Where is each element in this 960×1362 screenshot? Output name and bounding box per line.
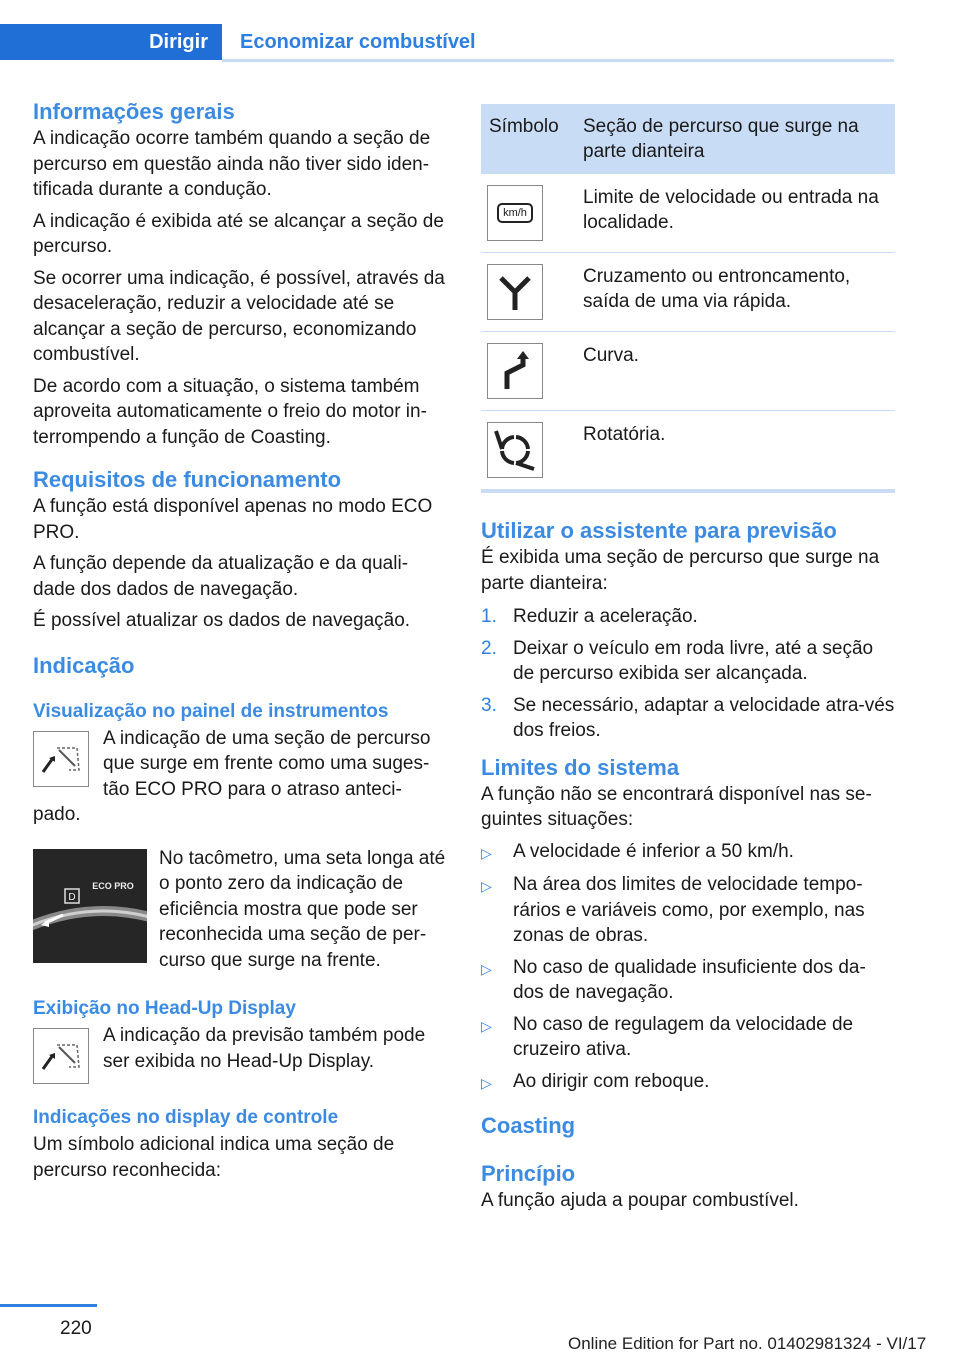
- edition-note: Online Edition for Part no. 01402981324 - VI/17: [568, 1334, 927, 1353]
- step-text: Se necessário, adaptar a velocidade atra‐vés dos freios.: [513, 694, 895, 741]
- step-number: 2.: [481, 637, 497, 659]
- table-header-description: Seção de percurso que surge na parte dianteira: [575, 104, 895, 174]
- heading-display-controle: Indicações no display de controle: [33, 1107, 339, 1128]
- list-item: [481, 1012, 895, 1063]
- table-cell-text: Rotatória.: [575, 411, 895, 492]
- bullet-triangle-icon: ▷: [481, 960, 492, 977]
- curve-icon: [487, 343, 543, 399]
- table-cell-text: Cruzamento ou entroncamento, saída de uma via rápida.: [575, 253, 895, 332]
- bullets-list: [481, 839, 895, 1097]
- heading-coasting: Coasting: [481, 1113, 576, 1138]
- paragraph: A indicação é exibida até se alcançar a seção de percurso.: [33, 210, 444, 257]
- table-row: [481, 253, 895, 332]
- speed-limit-label: km/h: [497, 203, 533, 223]
- heading-limites-sistema: Limites do sistema: [481, 754, 680, 780]
- paragraph: Se ocorrer uma indicação, é possível, através da desaceleração, reduzir a velocidade até se alcançar a seção de percurso, economizando combustível.: [33, 267, 445, 365]
- tachometer-block: [33, 846, 448, 980]
- left-column: [33, 98, 448, 1189]
- table-row: [481, 332, 895, 411]
- paragraph: A indicação da previsão também pode ser exibida no Head-Up Display.: [103, 1025, 426, 1072]
- table-cell-icon: [481, 411, 575, 492]
- tab-dirigir[interactable]: Dirigir: [0, 24, 222, 60]
- paragraph: A função está disponível apenas no modo ECO PRO.: [33, 496, 433, 543]
- paragraph: A função depende da atualização e da quali‐dade dos dados de navegação.: [33, 553, 409, 600]
- bullet-text: Na área dos limites de velocidade tempo‐rários e variáveis como, por exemplo, nas zonas de obras.: [513, 874, 865, 946]
- junction-icon: [487, 264, 543, 320]
- tab-economizar-combustivel[interactable]: Economizar combustível: [240, 30, 476, 53]
- table-cell-text: Curva.: [575, 332, 895, 411]
- paragraph: A função não se encontrará disponível nas se‐guintes situações:: [481, 783, 872, 830]
- bullet-triangle-icon: ▷: [481, 1017, 492, 1034]
- header-bar: [0, 0, 960, 62]
- list-item: [481, 693, 895, 744]
- steps-list: [481, 604, 895, 744]
- heading-utilizar-assistente: Utilizar o assistente para previsão: [481, 518, 837, 543]
- table-cell-icon: [481, 174, 575, 253]
- table-row: [481, 174, 895, 253]
- gauge-eco-pro-label: ECO PRO: [92, 880, 134, 891]
- table-header-symbol: Símbolo: [481, 104, 575, 174]
- heading-visualizacao-painel: Visualização no painel de instrumentos: [33, 700, 389, 722]
- paragraph: Um símbolo adicional indica uma seção de percurso reconhecida:: [33, 1134, 395, 1181]
- right-column: [481, 104, 895, 1220]
- roundabout-icon: [487, 422, 543, 478]
- bullet-text: A velocidade é inferior a 50 km/h.: [513, 840, 794, 862]
- bullet-text: No caso de regulagem da velocidade de cruzeiro ativa.: [513, 1013, 854, 1060]
- table-header-row: [481, 104, 895, 174]
- paragraph: A indicação de uma seção de percurso que surge em frente como uma suges‐tão ECO PRO para o atraso anteci‐pado.: [33, 727, 431, 825]
- list-item: [481, 955, 895, 1006]
- eco-pro-hint-icon: [33, 1028, 89, 1084]
- table-cell-text: Limite de velocidade ou entrada na localidade.: [575, 174, 895, 253]
- gauge-d-label: D: [68, 891, 76, 903]
- list-item: [481, 636, 895, 687]
- bullet-triangle-icon: ▷: [481, 878, 492, 894]
- list-item: [481, 604, 895, 630]
- list-item: [481, 1069, 895, 1097]
- symbol-table: [481, 104, 895, 493]
- page-number: 220: [60, 1318, 92, 1339]
- paragraph: De acordo com a situação, o sistema também aproveita automaticamente o freio do motor in‐terrompendo a função de Coasting.: [33, 375, 427, 448]
- paragraph: É possível atualizar os dados de navegação.: [33, 610, 411, 631]
- paragraph: A função ajuda a poupar combustível.: [481, 1190, 799, 1211]
- bullet-triangle-icon: ▷: [481, 844, 492, 861]
- list-item: [481, 872, 895, 949]
- table-row: [481, 411, 895, 492]
- bullet-text: No caso de qualidade insuficiente dos da‐dos de navegação.: [513, 956, 866, 1003]
- footer-divider: [0, 1304, 97, 1307]
- heading-indicacao: Indicação: [33, 652, 135, 678]
- step-text: Deixar o veículo em roda livre, até a seção de percurso exibida ser alcançada.: [513, 637, 874, 684]
- bullet-text: Ao dirigir com reboque.: [513, 1070, 710, 1092]
- header-divider: [222, 59, 894, 62]
- table-cell-icon: [481, 253, 575, 332]
- hud-block: [33, 1023, 448, 1088]
- instrument-panel-block: [33, 726, 448, 834]
- eco-pro-hint-icon: [33, 731, 89, 787]
- bullet-triangle-icon: ▷: [481, 1074, 492, 1091]
- heading-head-up-display: Exibição no Head-Up Display: [33, 998, 296, 1019]
- heading-requisitos: Requisitos de funcionamento: [33, 467, 342, 492]
- table-cell-icon: [481, 332, 575, 411]
- paragraph: No tacômetro, uma seta longa até o ponto zero da indicação de eficiência mostra que pode ser reconhecida uma seção de per‐curso que surge na frente.: [159, 847, 446, 971]
- heading-principio: Princípio: [481, 1161, 576, 1186]
- paragraph: A indicação ocorre também quando a seção de percurso em questão ainda não tiver sido iden‐tificada durante a condução.: [33, 128, 431, 200]
- step-number: 1.: [481, 606, 497, 627]
- tachometer-image: [33, 849, 147, 963]
- speed-limit-icon: [487, 185, 543, 241]
- heading-informacoes-gerais: Informações gerais: [33, 99, 235, 124]
- list-item: [481, 839, 895, 867]
- step-number: 3.: [481, 694, 497, 716]
- paragraph: É exibida uma seção de percurso que surge na parte dianteira:: [481, 547, 880, 594]
- step-text: Reduzir a aceleração.: [513, 606, 698, 627]
